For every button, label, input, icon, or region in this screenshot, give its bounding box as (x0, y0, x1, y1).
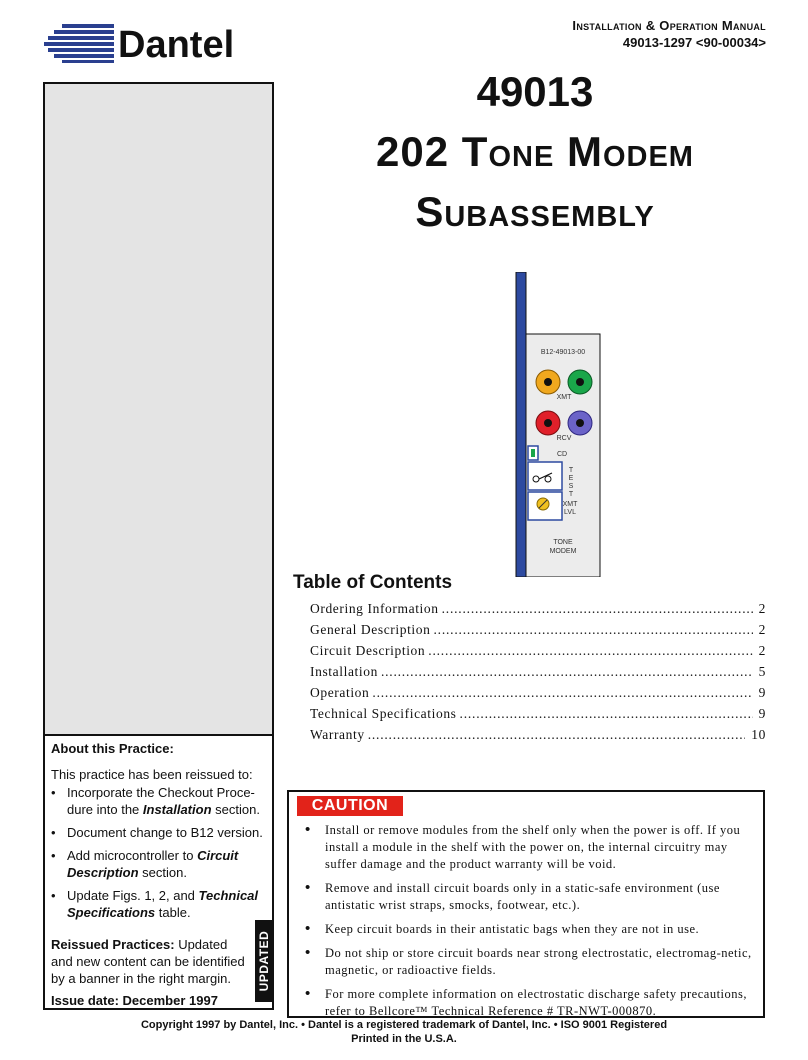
pot-label-xmt: XMT (562, 501, 578, 508)
list-item: • Update Figs. 1, 2, and Technical Specifications table. (51, 887, 265, 921)
sidebar-divider (45, 734, 272, 736)
sidebar-blank-area (45, 84, 272, 734)
toc-heading: Table of Contents (293, 572, 453, 593)
caution-item: • For more complete information on electrostatic discharge safety precautions, refer to Bellcore™ Technical Reference # TR-NWT-000870. (301, 986, 759, 1020)
jack-label-xmt: XMT (556, 394, 572, 401)
about-practice-list (51, 784, 265, 927)
about-practice-heading: About this Practice: (51, 741, 174, 756)
svg-text:S: S (568, 483, 574, 490)
module-part-number: B12-49013-00 (540, 349, 586, 356)
toc-entry[interactable]: General Description ..... 2 (310, 617, 766, 638)
module-faceplate-image (514, 272, 604, 577)
toc-entry[interactable]: Installation ..... 5 (310, 659, 766, 680)
printed-in-line: Printed in the U.S.A. (351, 1033, 457, 1045)
list-item: • Add microcontroller to Circuit Description section. (51, 847, 265, 881)
issue-date: Issue date: December 1997 (51, 993, 218, 1008)
caution-box (287, 790, 765, 1018)
jack-label-rcv: RCV (556, 435, 572, 442)
logo-wordmark: Dantel (118, 24, 235, 64)
manual-type: Installation & Operation Manual (572, 18, 766, 33)
list-item: • Incorporate the Checkout Proce-dure into the Installation section. (51, 784, 265, 818)
toc-entry[interactable]: Operation ..... 9 (310, 680, 766, 701)
about-practice-intro: This practice has been reissued to: (51, 767, 253, 782)
list-item: • Document change to B12 version. (51, 824, 265, 841)
caution-item: • Install or remove modules from the shelf only when the power is off. If you install a module in the shelf with the power on, the internal circuitry may suffer damage and the product warranty will be void. (301, 822, 759, 873)
updated-banner: UPDATED (255, 920, 273, 1002)
toc-list (310, 596, 766, 743)
sidebar-panel (43, 82, 274, 1010)
led-label-cd: CD (556, 451, 568, 458)
toc-entry[interactable]: Technical Specifications ..... 9 (310, 701, 766, 722)
caution-heading: CAUTION (297, 796, 403, 816)
svg-text:T: T (568, 491, 574, 498)
caution-list (301, 822, 759, 1027)
module-name-line1: TONE (553, 539, 573, 546)
dantel-logo (42, 20, 282, 64)
reissued-practices-note: Reissued Practices: Updated and new content can be identified by a banner in the right margin. (51, 937, 245, 986)
caution-item: • Keep circuit boards in their antistatic bags when they are not in use. (301, 921, 759, 938)
toc-entry[interactable]: Circuit Description ..... 2 (310, 638, 766, 659)
module-name-line2: MODEM (549, 548, 577, 555)
switch-label-test (569, 467, 574, 498)
pot-label-lvl: LVL (564, 509, 576, 516)
toc-entry[interactable]: Warranty ..... 10 (310, 722, 766, 743)
caution-item: • Remove and install circuit boards only in a static-safe environment (use antistatic wrist straps, smocks, footwear, etc.). (301, 880, 759, 914)
svg-text:E: E (568, 475, 574, 482)
svg-text:T: T (568, 467, 574, 474)
caution-item: • Do not ship or store circuit boards near strong electrostatic, electromag-netic, magnetic, or radioactive fields. (301, 945, 759, 979)
title-product: 202 Tone Modem (376, 128, 694, 175)
doc-number: 49013-1297 <90-00034> (622, 35, 766, 50)
copyright-line: Copyright 1997 by Dantel, Inc. • Dantel is a registered trademark of Dantel, Inc. • ISO 9001 Registered (140, 1019, 668, 1031)
toc-entry[interactable]: Ordering Information ..... 2 (310, 596, 766, 617)
title-part-number: 49013 (476, 68, 594, 115)
title-subassembly: Subassembly (415, 188, 655, 235)
